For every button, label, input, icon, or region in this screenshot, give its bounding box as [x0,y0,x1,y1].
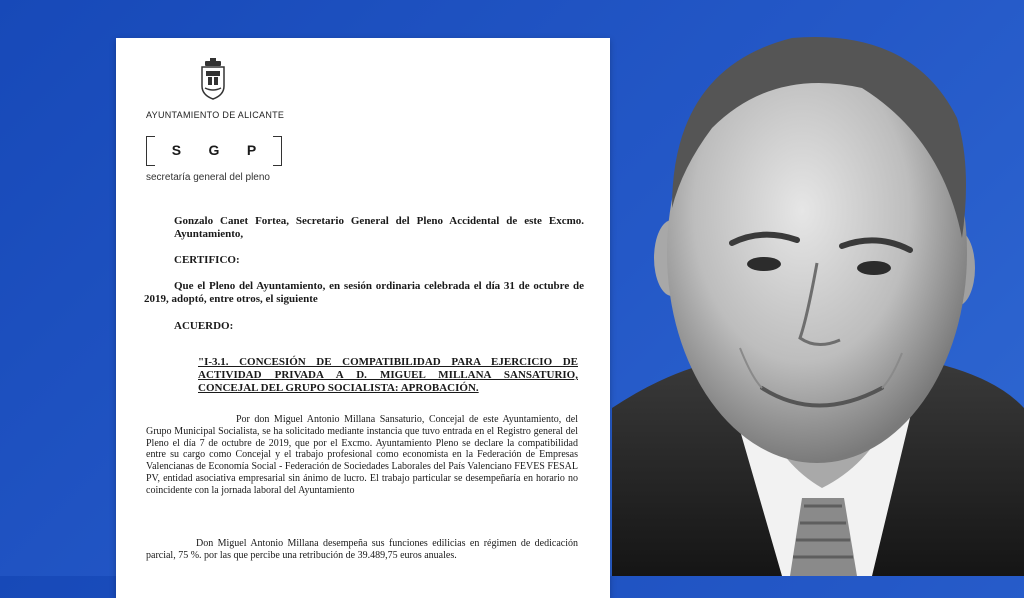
city-crest-icon [199,58,227,100]
logo-subtitle: secretaría general del pleno [146,172,270,183]
certifico-heading: CERTIFICO: [174,254,240,266]
logo-letter: P [246,142,257,158]
logo-letter: G [208,142,220,158]
sgp-logo [146,136,282,166]
portrait-photo [612,28,1024,576]
certificate-document [116,38,610,598]
acuerdo-heading: ACUERDO: [174,320,234,332]
logo-letter: S [171,142,182,158]
session-paragraph: Que el Pleno del Ayuntamiento, en sesión ordinaria celebrada el día 31 de octubre de 2019, adoptó, entre otros, el siguiente [144,280,584,305]
org-name: AYUNTAMIENTO DE ALICANTE [146,110,285,120]
body-paragraph-2: Don Miguel Antonio Millana desempeña sus funciones edilicias en régimen de dedicación parcial, 75 %. por las que percibe una retribución de 39.489,75 euros anuales. [146,538,578,561]
header-paragraph: Gonzalo Canet Fortea, Secretario General del Pleno Accidental de este Excmo. Ayuntamiento, [174,215,584,240]
agreement-title: "I-3.1. CONCESIÓN DE COMPATIBILIDAD PARA EJERCICIO DE ACTIVIDAD PRIVADA A D. MIGUEL MILLANA SANSATURIO, CONCEJAL DEL GRUPO SOCIALISTA: APROBACIÓN. [198,356,578,394]
logo-letters [146,142,282,158]
body-paragraph-1: Por don Miguel Antonio Millana Sansaturio, Concejal de este Ayuntamiento, del Grupo Municipal Socialista, se ha solicitado mediante instancia que tuvo entrada en el Registro general del Pleno el día 7 de octubre de 2019, que por el Excmo. Ayuntamiento Pleno se declare la compatibilidad entre su cargo como Concejal y el trabajo profesional como economista en la Federación de Empresas Valencianas de Economía Social - Federación de Sociedades Laborales del País Valenciano FEVES FESAL PV, entidad asociativa empresarial sin ánimo de lucro. El trabajo particular se desempeñaría en horario no coincidente con la jornada laboral del Ayuntamiento [146,414,578,496]
logo-bracket-right [273,136,282,166]
